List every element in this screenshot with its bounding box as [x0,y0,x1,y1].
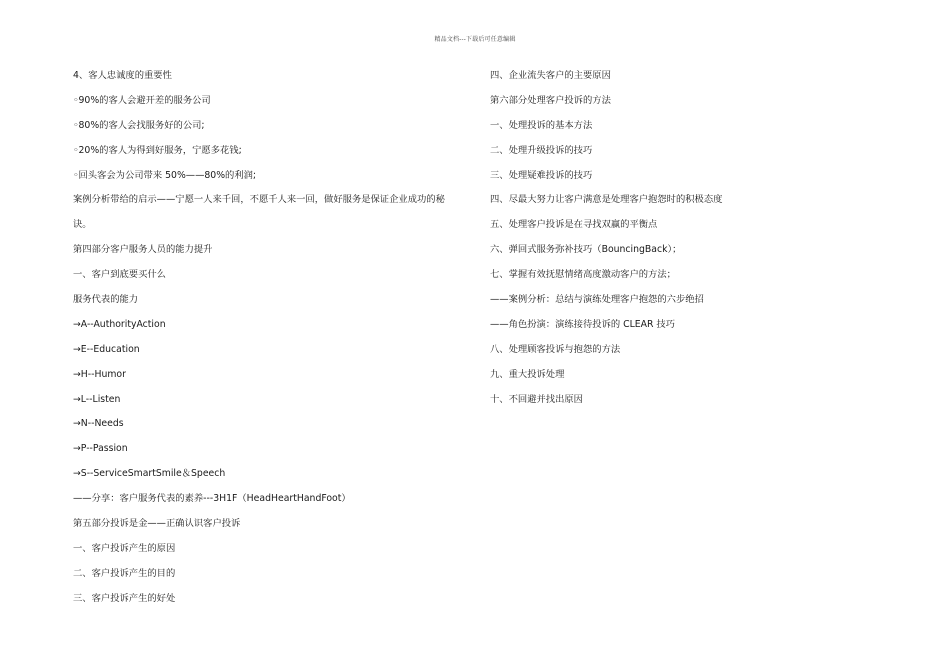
right-column [490,64,910,412]
text-line: 六、弹回式服务弥补技巧（BouncingBack）； [490,244,682,256]
text-line: 三、客户投诉产生的好处 [73,592,176,604]
text-line: 一、客户到底要买什么 [73,269,166,281]
text-line: ◦80%的客人会找服务好的公司; [73,119,205,131]
text-line: 七、掌握有效抚慰情绪高度激动客户的方法； [490,269,676,281]
list-item: →A--AuthorityAction [73,318,166,330]
list-item: →P--Passion [73,443,128,455]
list-item: →E--Education [73,343,140,355]
section-heading: 第五部分投诉是金——正确认识客户投诉 [73,518,241,530]
text-line: ◦20%的客人为得到好服务，宁愿多花钱; [73,144,242,156]
left-column [73,64,473,612]
text-line: 四、企业流失客户的主要原因 [490,70,611,81]
list-item: →L--Listen [73,393,121,405]
text-line: 二、处理升级投诉的技巧 [490,144,593,156]
page-header: 精品文档---下载后可任意编辑 [434,36,516,43]
text-line: ——角色扮演：演练接待投诉的 CLEAR 技巧 [490,318,676,330]
text-line: ◦90%的客人会避开差的服务公司 [73,94,211,106]
text-line: ——案例分析：总结与演练处理客户抱怨的六步绝招 [490,294,704,306]
text-line: ◦回头客会为公司带来 50%——80%的利润; [73,169,257,181]
text-line: 一、客户投诉产生的原因 [73,542,176,554]
text-line: 4、客人忠诚度的重要性 [73,70,172,81]
text-line: 五、处理客户投诉是在寻找双赢的平衡点 [490,219,658,231]
text-line: 九、重大投诉处理 [490,368,565,380]
section-heading: 第六部分处理客户投诉的方法 [490,94,611,106]
text-line: 一、处理投诉的基本方法 [490,119,593,131]
text-line: ——分享：客户服务代表的素养---3H1F（HeadHeartHandFoot） [73,493,351,505]
text-line: 十、不回避并找出原因 [490,393,583,405]
text-line: 服务代表的能力 [73,294,139,306]
text-line: 诀。 [73,219,92,231]
text-line: 八、处理顾客投诉与抱怨的方法 [490,343,621,355]
list-item: →H--Humor [73,368,126,380]
text-line: 三、处理疑难投诉的技巧 [490,169,593,181]
list-item: →N--Needs [73,418,124,430]
section-heading: 第四部分客户服务人员的能力提升 [73,244,213,256]
list-item: →S--ServiceSmartSmile＆Speech [73,468,226,480]
text-line: 案例分析带给的启示——宁愿一人来千回，不愿千人来一回，做好服务是保证企业成功的秘 [73,194,445,206]
text-line: 四、尽最大努力让客户满意是处理客户抱怨时的积极态度 [490,194,723,206]
text-line: 二、客户投诉产生的目的 [73,567,176,579]
